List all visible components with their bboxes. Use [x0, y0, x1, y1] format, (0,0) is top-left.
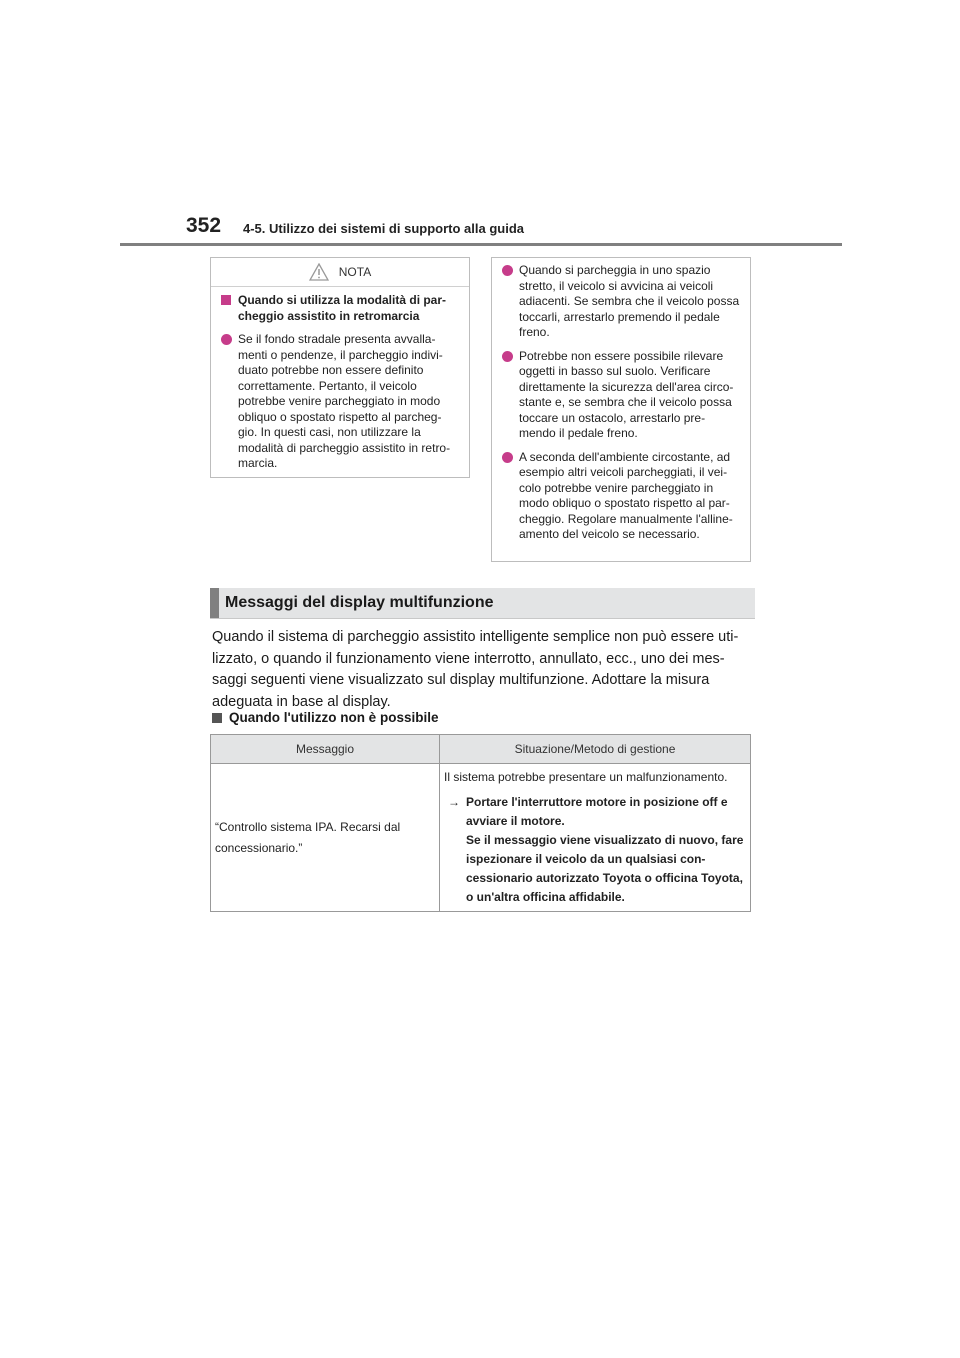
circle-bullet-icon: [502, 265, 513, 276]
column-header-situation: Situazione/Metodo di gestione: [440, 735, 751, 764]
section-title: 4-5. Utilizzo dei sistemi di supporto alla guida: [243, 221, 524, 236]
heading-bar: [210, 588, 219, 618]
square-bullet-icon: [221, 295, 231, 305]
arrow-icon: →: [448, 795, 460, 809]
circle-bullet-icon: [502, 351, 513, 362]
nota-item: [501, 258, 741, 341]
nota-item-text: A seconda dell'ambiente circostante, ad esempio altri veicoli parcheggiati, il vei-colo potrebbe venire parcheggiato in modo obliquo o spostato rispetto al par-cheggio. Regolare manualmente l'alline-amento del veicolo se necessario.: [519, 449, 733, 541]
nota-item-text: Potrebbe non essere possibile rilevare oggetti in basso sul suolo. Verificare direttamente la sicurezza dell'area circo-stante e, se sembra che il veicolo possa toccare un ostacolo, arrestarlo pre-mendo il pedale freno.: [519, 348, 734, 440]
messages-heading-text: Messaggi del display multifunzione: [225, 594, 494, 611]
action-line-2: Se il messaggio viene visualizzato di nuovo, fare ispezionare il veicolo da un qualsiasi con-cessionario autorizzato Toyota o officina Toyota, o un'altra officina affidabile.: [466, 833, 744, 904]
intro-paragraph: Quando il sistema di parcheggio assistito intelligente semplice non può essere uti-lizzato, o quando il funzionamento viene interrotto, annullato, ecc., uno dei mes-saggi seguenti viene visualizzato sul display multifunzione. Adottare la misura adeguata in base al display.: [212, 629, 739, 710]
nota-title: [220, 293, 460, 324]
message-cell: “Controllo sistema IPA. Recarsi dal concessionario.”: [211, 764, 440, 912]
nota-item-text: Se il fondo stradale presenta avvalla-menti o pendenze, il parcheggio indivi-duato potrebbe non essere definito correttamente. Pertanto, il veicolo potrebbe venire parcheggiato in modo obliquo o spostato rispetto al parcheg-gio. In questi casi, non utilizzare la modalità di parcheggio assistito in retro-marcia.: [238, 332, 451, 470]
situation-cell: [440, 764, 751, 912]
nota-item: [220, 332, 460, 472]
nota-label: NOTA: [338, 265, 372, 279]
nota-box-left: [210, 257, 470, 478]
circle-bullet-icon: [221, 334, 232, 345]
header-rule: [120, 243, 842, 246]
action-line-1: Portare l'interruttore motore in posizione off e avviare il motore.: [466, 795, 728, 828]
action-text: [444, 793, 746, 907]
nota-item-text: Quando si parcheggia in uno spazio stretto, il veicolo si avvicina ai veicoli adiacenti. Se sembra che il veicolo possa toccarli, arrestarlo premendo il pedale freno.: [519, 263, 740, 339]
messages-heading: [210, 588, 755, 619]
table-header-row: [211, 735, 751, 764]
cause-text: Il sistema potrebbe presentare un malfunzionamento.: [444, 770, 728, 784]
nota-header: [211, 258, 469, 287]
table-row: [211, 764, 751, 912]
nota-item: [501, 349, 741, 442]
nota-box-right: [491, 257, 751, 562]
circle-bullet-icon: [502, 452, 513, 463]
messages-table: [210, 734, 751, 912]
sub-heading-text: Quando l'utilizzo non è possibile: [229, 710, 439, 725]
nota-item: [501, 450, 741, 543]
column-header-message: Messaggio: [211, 735, 440, 764]
square-bullet-icon: [212, 713, 222, 723]
warning-triangle-icon: [309, 263, 329, 281]
page-number: 352: [186, 214, 222, 237]
sub-heading: [212, 710, 438, 725]
nota-title-text: Quando si utilizza la modalità di par-cheggio assistito in retromarcia: [238, 293, 447, 323]
